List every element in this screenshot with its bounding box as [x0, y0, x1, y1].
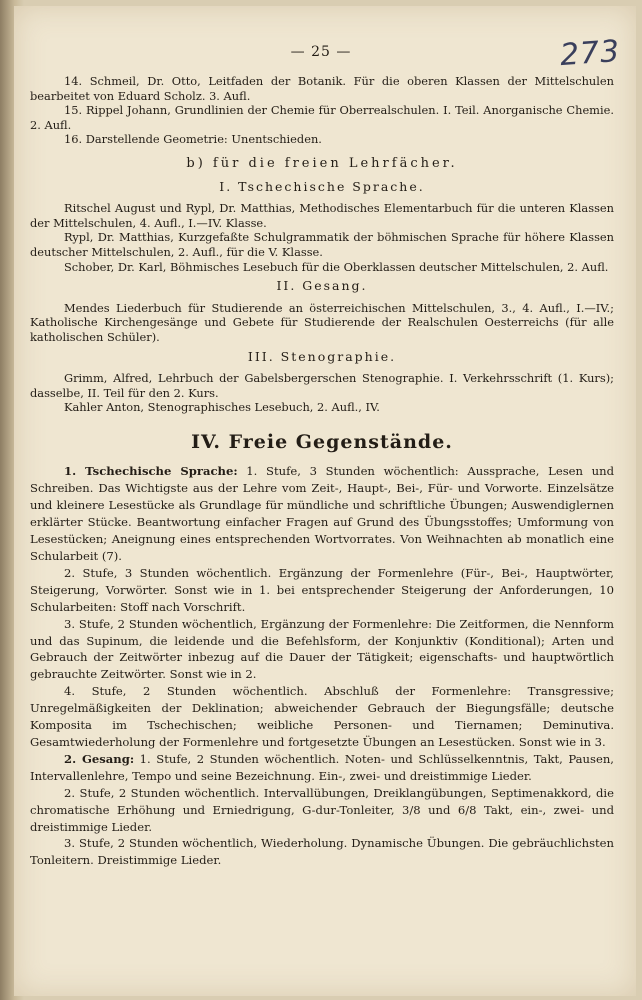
paragraph: [30, 751, 614, 785]
list-item: Grimm, Alfred, Lehrbuch der Gabelsbergerschen Stenographie. I. Verkehrsschrift (1. Kurs); dasselbe, II. Teil für den 2. Kurs.: [30, 371, 614, 400]
paragraph-lead: 1. Tschechische Sprache:: [64, 464, 238, 479]
paragraph-lead: 2. Gesang:: [64, 751, 135, 766]
list-item: 15. Rippel Johann, Grundlinien der Chemie für Oberrealschulen. I. Teil. Anorganische Chemie. 2. Aufl.: [30, 103, 614, 132]
paragraph: 2. Stufe, 3 Stunden wöchentlich. Ergänzung der Formenlehre (Für-, Bei-, Hauptwörter, Steigerung, Vorwörter. Sonst wie in 1. bei entsprechender Steigerung der Anforderungen, 10 Schularbeiten: Stoff nach Vorschrift.: [30, 565, 614, 614]
gesang-textbooks: [30, 301, 614, 345]
steno-textbooks: [30, 371, 614, 415]
list-item: Mendes Liederbuch für Studierende an österreichischen Mittelschulen, 3., 4. Aufl., I.—IV.; Katholische Kirchengesänge und Gebete für Studierende der Realschulen Oesterreichs (für alle katholischen Schüler).: [30, 300, 614, 344]
paragraph: 4. Stufe, 2 Stunden wöchentlich. Abschluß der Formenlehre: Transgressive; Unregelmäßigkeiten der Deklination; abweichender Gebrauch der Biegungsfälle; deutsche Komposita im Tschechischen; weibliche Personen- und Tiernamen; Deminutiva. Gesamtwiederholung der Formenlehre und fortgesetzte Übungen an Lesestücken. Sonst wie in 3.: [30, 684, 614, 749]
paragraph: 2. Stufe, 2 Stunden wöchentlich. Intervallübungen, Dreiklangübungen, Septimenakkord, die chromatische Erhöhung und Erniedrigung, G-dur-Tonleiter, 3/8 und 6/8 Takt, ein-, zwei- und dreistimmige Lieder.: [30, 785, 614, 834]
section-body: [30, 463, 614, 869]
steno-heading: III. Stenographie.: [247, 348, 397, 364]
list-item: 16. Darstellende Geometrie: Unentschieden.: [64, 132, 322, 147]
textbook-list-top: [30, 74, 614, 147]
gesang-heading: II. Gesang.: [276, 278, 368, 294]
list-item: Schober, Dr. Karl, Böhmisches Lesebuch für die Oberklassen deutscher Mittelschulen, 2. Aufl.: [64, 259, 609, 274]
list-item: Kahler Anton, Stenographisches Lesebuch, 2. Aufl., IV.: [64, 400, 380, 415]
subsection-heading: b) für die freien Lehrfächer.: [186, 155, 458, 171]
section-title: IV. Freie Gegenstände.: [191, 430, 453, 453]
paragraph: 3. Stufe, 2 Stunden wöchentlich, Ergänzung der Formenlehre: Die Zeitformen, die Nennform und das Supinum, die leidende und die Befehlsform, der Konjunktiv (Konditional); Arten und Gebrauch der Zeitwörter inbezug auf die Dauer der Tätigkeit; eigenschafts- und hauptwörtlich gebrauchte Zeitwörter. Sonst wie in 2.: [30, 616, 614, 682]
czech-textbooks: [30, 201, 614, 274]
handwritten-page-number: 273: [558, 33, 622, 74]
paragraph: [30, 463, 614, 564]
paragraph-text: 1. Stufe, 3 Stunden wöchentlich: Aussprache, Lesen und Schreiben. Das Wichtigste aus der Lehre vom Zeit-, Haupt-, Bei-, Für- und Vorworte. Einzelsätze und kleinere Lesestücke als Grundlage für mündliche und schriftliche Übungen; Auswendiglernen erklärter Stücke. Beantwortung einfacher Fragen auf Grund des Übungsstoffes; Umformung von Lesestücken; Aneignung eines entsprechenden Wortvorrates. Von Weihnachten ab monatlich eine Schularbeit (7).: [30, 464, 614, 563]
paragraph-text: 1. Stufe, 2 Stunden wöchentlich. Noten- und Schlüsselkenntnis, Takt, Pausen, Intervallenlehre, Tempo und seine Bezeichnung. Ein-, zwei- und dreistimmige Lieder.: [30, 751, 614, 783]
paragraph: 3. Stufe, 2 Stunden wöchentlich, Wiederholung. Dynamische Übungen. Die gebräuchlichsten Tonleitern. Dreistimmige Lieder.: [30, 836, 614, 868]
list-item: Ritschel August und Rypl, Dr. Matthias, Methodisches Elementarbuch für die unteren Klassen der Mittelschulen, 4. Aufl., I.—IV. Klasse.: [30, 201, 614, 230]
page-number: — 25 —: [290, 44, 352, 60]
czech-heading: I. Tschechische Sprache.: [219, 178, 425, 194]
list-item: 14. Schmeil, Dr. Otto, Leitfaden der Botanik. Für die oberen Klassen der Mittelschulen bearbeitet von Eduard Scholz. 3. Aufl.: [30, 74, 614, 103]
list-item: Rypl, Dr. Matthias, Kurzgefaßte Schulgrammatik der böhmischen Sprache für höhere Klassen deutscher Mittelschulen, 2. Aufl., für die V. Klasse.: [30, 230, 614, 259]
page-content: [30, 74, 614, 869]
